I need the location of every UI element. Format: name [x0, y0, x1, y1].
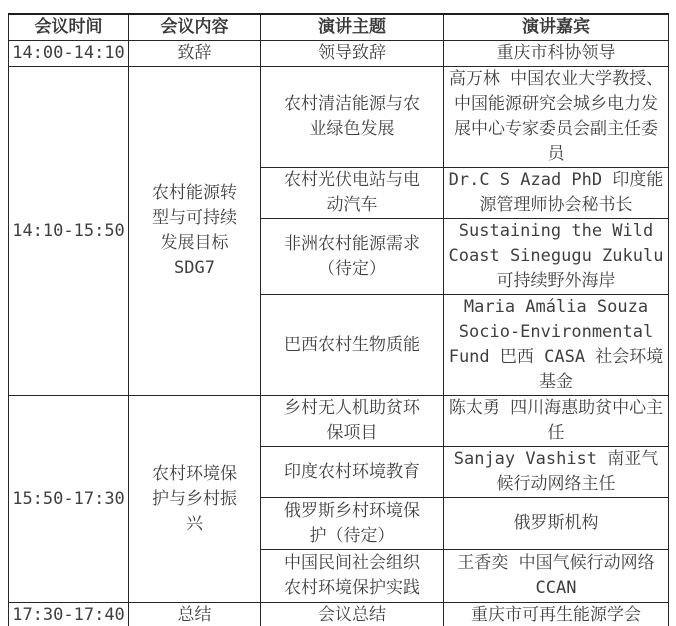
time-cell: 14:00-14:10 — [9, 41, 129, 67]
topic-cell: 俄罗斯乡村环境保护（待定） — [261, 498, 444, 550]
time-cell: 15:50-17:30 — [9, 396, 129, 603]
topic-cell: 领导致辞 — [261, 41, 444, 67]
guest-cell: 重庆市科协领导 — [444, 41, 669, 67]
guest-cell: Sanjay Vashist 南亚气候行动网络主任 — [444, 447, 669, 498]
agenda-table — [8, 13, 669, 626]
column-header-guest: 演讲嘉宾 — [444, 14, 669, 41]
column-header-time: 会议时间 — [9, 14, 129, 41]
guest-cell: 高万林 中国农业大学教授、中国能源研究会城乡电力发展中心专家委员会副主任委员 — [444, 67, 669, 168]
table-row — [9, 41, 669, 67]
table-row — [9, 396, 669, 447]
column-header-content: 会议内容 — [129, 14, 261, 41]
topic-cell: 印度农村环境教育 — [261, 447, 444, 498]
time-cell: 14:10-15:50 — [9, 67, 129, 396]
table-row — [9, 603, 669, 626]
guest-cell: 陈太勇 四川海惠助贫中心主任 — [444, 396, 669, 447]
topic-cell: 中国民间社会组织农村环境保护实践 — [261, 550, 444, 603]
time-cell: 17:30-17:40 — [9, 603, 129, 626]
content-cell: 农村能源转型与可持续发展目标SDG7 — [129, 67, 261, 396]
guest-cell: 俄罗斯机构 — [444, 498, 669, 550]
column-header-topic: 演讲主题 — [261, 14, 444, 41]
header-row — [9, 14, 669, 41]
topic-cell: 农村光伏电站与电动汽车 — [261, 168, 444, 219]
content-cell: 农村环境保护与乡村振兴 — [129, 396, 261, 603]
guest-cell: Maria Amália Souza Socio-Environmental Fund 巴西 CASA 社会环境基金 — [444, 295, 669, 396]
topic-cell: 乡村无人机助贫环保项目 — [261, 396, 444, 447]
topic-cell: 非洲农村能源需求（待定） — [261, 219, 444, 295]
guest-cell: Dr.C S Azad PhD 印度能源管理师协会秘书长 — [444, 168, 669, 219]
topic-cell: 巴西农村生物质能 — [261, 295, 444, 396]
guest-cell: Sustaining the Wild Coast Sinegugu Zukulu 可持续野外海岸 — [444, 219, 669, 295]
table-row — [9, 67, 669, 168]
guest-cell: 重庆市可再生能源学会 — [444, 603, 669, 626]
topic-cell: 农村清洁能源与农业绿色发展 — [261, 67, 444, 168]
content-cell: 总结 — [129, 603, 261, 626]
guest-cell: 王香奕 中国气候行动网络 CCAN — [444, 550, 669, 603]
topic-cell: 会议总结 — [261, 603, 444, 626]
content-cell: 致辞 — [129, 41, 261, 67]
